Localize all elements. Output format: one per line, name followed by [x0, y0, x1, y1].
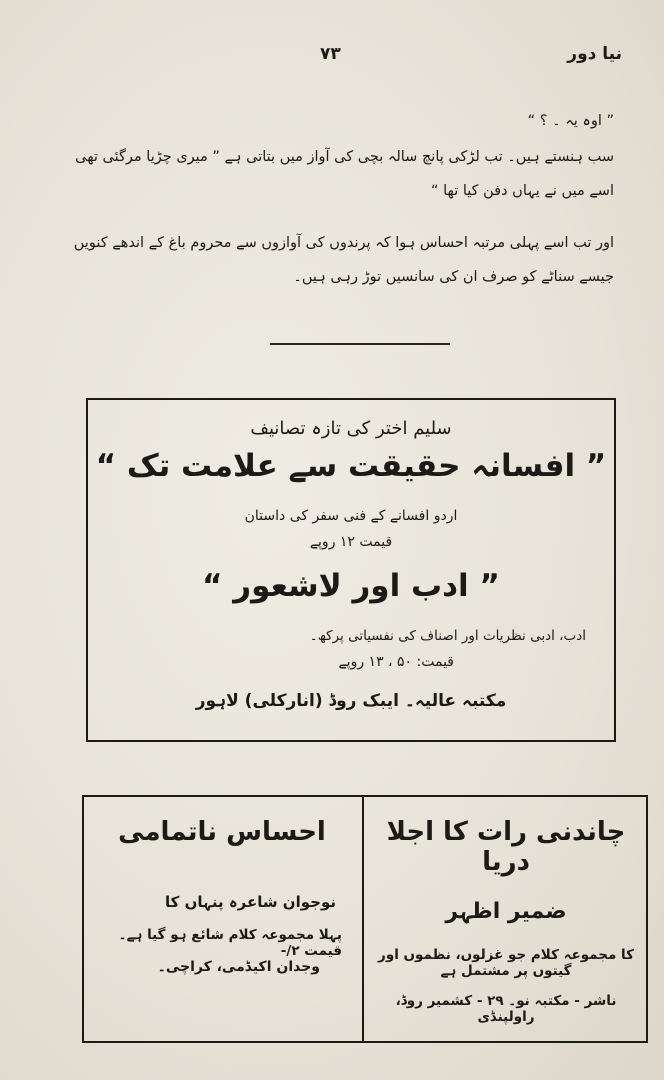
- story-paragraph: اور تب اسے پہلی مرتبہ احساس ہوا کہ پرندوں کی آوازوں سے محروم باغ کے اندھے کنویں جیسے سناٹے کو صرف ان کی سانسیں توڑ رہی ہیں۔: [73, 235, 614, 285]
- book-title: احساس ناتمامی: [118, 817, 326, 847]
- author-name: ضمیر اظہر: [445, 899, 567, 924]
- book-subtitle: ادب، ادبی نظریات اور اصناف کی نفسیاتی پرکھ۔: [309, 628, 586, 644]
- page-number: ۷۳: [320, 44, 341, 64]
- book-description: کا مجموعہ کلام جو غزلوں، نظموں اور گیتوں پر مشتمل ہے: [378, 947, 634, 979]
- story-paragraph: ” اوہ یہ ۔ ؟ “: [527, 113, 614, 129]
- book-title: ” افسانہ حقیقت سے علامت تک “: [95, 448, 607, 484]
- book-advertisement: [86, 398, 616, 742]
- ad-column-right: [366, 797, 646, 1041]
- book-price: قیمت ۱۲ روپے: [309, 534, 393, 550]
- publisher-address: مکتبہ عالیہ۔ ایبک روڈ (انارکلی) لاہور: [195, 691, 507, 711]
- ad-intro: سلیم اختر کی تازہ تصانیف: [250, 418, 452, 439]
- ad-column-left: [84, 797, 360, 1041]
- section-divider: [270, 343, 450, 345]
- story-paragraph: سب ہنستے ہیں۔ تب لڑکی پانچ سالہ بچی کی آواز میں بتاتی ہے ” میری چڑیا مرگئی تھی اسے میں نے یہاں دفن کیا تھا “: [75, 149, 614, 199]
- book-title: ” ادب اور لاشعور “: [202, 568, 500, 604]
- journal-title: نیا دور: [567, 44, 622, 64]
- ad-text: نوجوان شاعرہ پنہاں کا: [165, 893, 336, 911]
- publisher-address: ناشر - مکتبہ نو۔ ۲۹ - کشمیر روڈ، راولپنڈی: [395, 993, 617, 1025]
- book-subtitle: اردو افسانے کے فنی سفر کی داستان: [244, 508, 458, 524]
- poetry-advertisements: [82, 795, 648, 1043]
- book-title: چاندنی رات کا اجلا دریا: [386, 817, 626, 877]
- column-divider: [362, 797, 364, 1041]
- book-price: قیمت: ۵۰ ، ۱۳ روپے: [338, 654, 454, 670]
- ad-text: پہلا مجموعہ کلام شائع ہو گیا ہے۔ قیمت ۲/-: [118, 927, 342, 959]
- publisher-address: وجدان اکیڈمی، کراچی۔: [157, 959, 320, 975]
